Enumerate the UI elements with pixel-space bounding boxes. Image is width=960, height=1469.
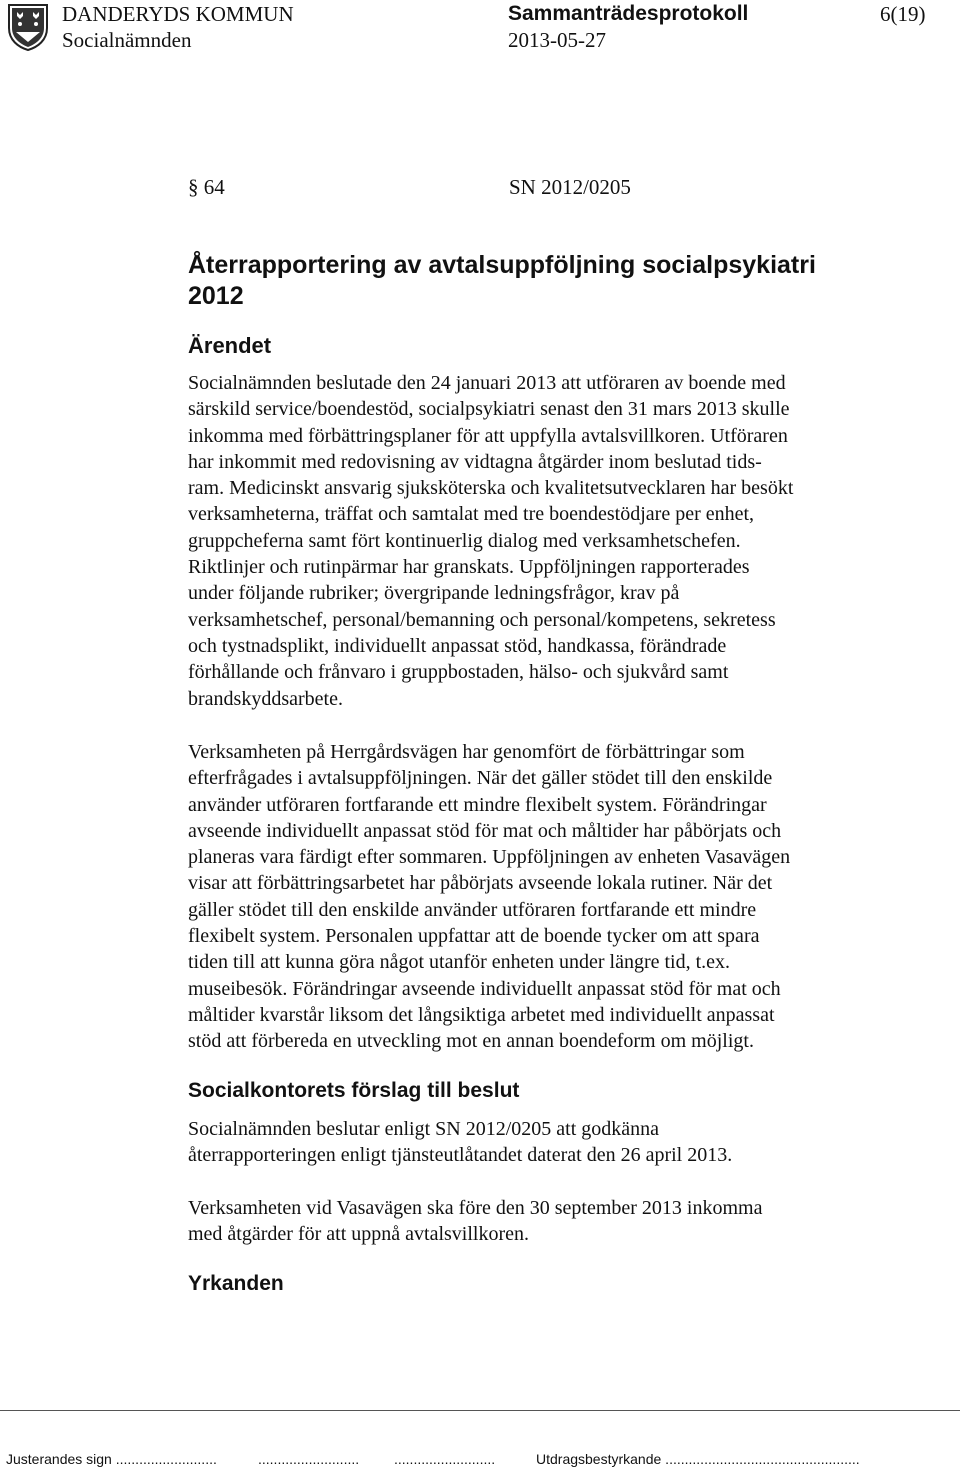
arendet-p2-line: museibesök. Förändringar avseende individuellt anpassat stöd för mat och [188, 977, 781, 1000]
arendet-p2-line: gäller stödet till den enskilde använder utföraren fortfarande ett mindre [188, 898, 757, 921]
arendet-p2-line: stöd att förbereda en utveckling mot en annan boendeform om möjligt. [188, 1030, 754, 1053]
paragraph-number [188, 174, 225, 200]
coat-of-arms-icon [6, 2, 50, 52]
paragraph-number-value: 64 [203, 175, 225, 199]
arendet-p1-line: förhållande och frånvaro i gruppbostaden, hälso- och sjukvård samt [188, 661, 729, 684]
utdragsbestyrkande: Utdragsbestyrkande .................................................. [536, 1451, 860, 1467]
footer-divider [0, 1410, 960, 1411]
arendet-p1-line: under följande rubriker; övergripande ledningsfrågor, krav på [188, 582, 680, 605]
arendet-paragraph-1 [188, 370, 888, 712]
page-number: 6(19) [880, 2, 926, 26]
arendet-p2-line: flexibelt system. Personalen uppfattar att de boende tycker om att spara [188, 925, 760, 948]
arendet-p2-line: Verksamheten på Herrgårdsvägen har genomfört de förbättringar som [188, 741, 745, 763]
arendet-p1-line: har inkommit med redovisning av vidtagna åtgärder inom beslutad tids- [188, 450, 762, 473]
forslag-paragraph-1 [188, 1116, 888, 1169]
arendet-p1-line: Socialnämnden beslutade den 24 januari 2013 att utföraren av boende med [188, 372, 786, 394]
arendet-p2-line: använder utföraren fortfarande ett mindre flexibelt system. Förändringar [188, 793, 767, 816]
forslag-p2-line: Verksamheten vid Vasavägen ska före den 30 september 2013 inkomma [188, 1197, 763, 1219]
justerandes-sign: Justerandes sign .......................... [6, 1451, 217, 1467]
document-title-line-1: Återrapportering av avtalsuppföljning socialpsykiatri [188, 251, 816, 279]
forslag-p1-line: Socialnämnden beslutar enligt SN 2012/0205 att godkänna [188, 1118, 660, 1140]
forslag-p2-line: med åtgärder för att uppnå avtalsvillkoren. [188, 1223, 529, 1246]
arendet-p1-line: inkomma med förbättringsplaner för att uppfylla avtalsvillkoren. Utföraren [188, 424, 788, 447]
arendet-heading: Ärendet [188, 333, 272, 358]
arendet-p2-line: visar att förbättringsarbetet har påbörjats avseende lokala rutiner. När det [188, 872, 773, 895]
arendet-p1-line: särskild service/boendestöd, socialpsykiatri senast den 31 mars 2013 skulle [188, 398, 790, 421]
forslag-heading: Socialkontorets förslag till beslut [188, 1079, 520, 1102]
arendet-p2-line: efterfrågades i avtalsuppföljningen. När det gäller stödet till den enskilde [188, 767, 773, 790]
arendet-p1-line: gruppcheferna samt fört kontinuerlig dialog med verksamhetschefen. [188, 529, 741, 552]
arendet-p1-line: och tystnadsplikt, individuellt anpassat stöd, handkassa, förändrade [188, 634, 727, 657]
forslag-p1-line: återrapporteringen enligt tjänsteutlåtandet daterat den 26 april 2013. [188, 1144, 733, 1167]
forslag-paragraph-2 [188, 1195, 888, 1248]
footer [6, 1450, 956, 1468]
arendet-p1-line: Riktlinjer och rutinpärmar har granskats. Uppföljningen rapporterades [188, 556, 750, 579]
municipality-name: DANDERYDS KOMMUN [62, 2, 294, 26]
arendet-p1-line: ram. Medicinskt ansvarig sjuksköterska och kvalitetsutvecklaren har besökt [188, 477, 794, 500]
case-number: SN 2012/0205 [509, 175, 631, 199]
arendet-p2-line: avseende individuellt anpassat stöd för mat och måltider har påbörjats och [188, 819, 782, 842]
meeting-date: 2013-05-27 [508, 28, 606, 52]
paragraph-symbol: § [188, 175, 199, 199]
document-title-line-2: 2012 [188, 282, 244, 310]
arendet-p1-line: brandskyddsarbete. [188, 687, 343, 710]
document-type: Sammanträdesprotokoll [508, 2, 749, 25]
arendet-p2-line: måltider kvarstår liksom det långsiktiga arbetet med individuellt anpassat [188, 1003, 775, 1026]
arendet-p2-line: planeras vara färdigt efter sommaren. Uppföljningen av enheten Vasavägen [188, 846, 791, 869]
document-title [188, 250, 816, 312]
committee-name: Socialnämnden [62, 28, 192, 52]
yrkanden-heading: Yrkanden [188, 1272, 284, 1295]
arendet-p1-line: verksamheterna, träffat och samtalat med tre boendestödjare per enhet, [188, 503, 755, 526]
signature-dots-2: .......................... [394, 1451, 496, 1467]
signature-dots-1: .......................... [258, 1451, 360, 1467]
arendet-paragraph-2 [188, 739, 888, 1055]
arendet-p1-line: verksamhetschef, personal/bemanning och personal/kompetens, sekretess [188, 608, 776, 631]
arendet-p2-line: tiden till att kunna göra något utanför enheten under längre tid, t.ex. [188, 951, 731, 974]
